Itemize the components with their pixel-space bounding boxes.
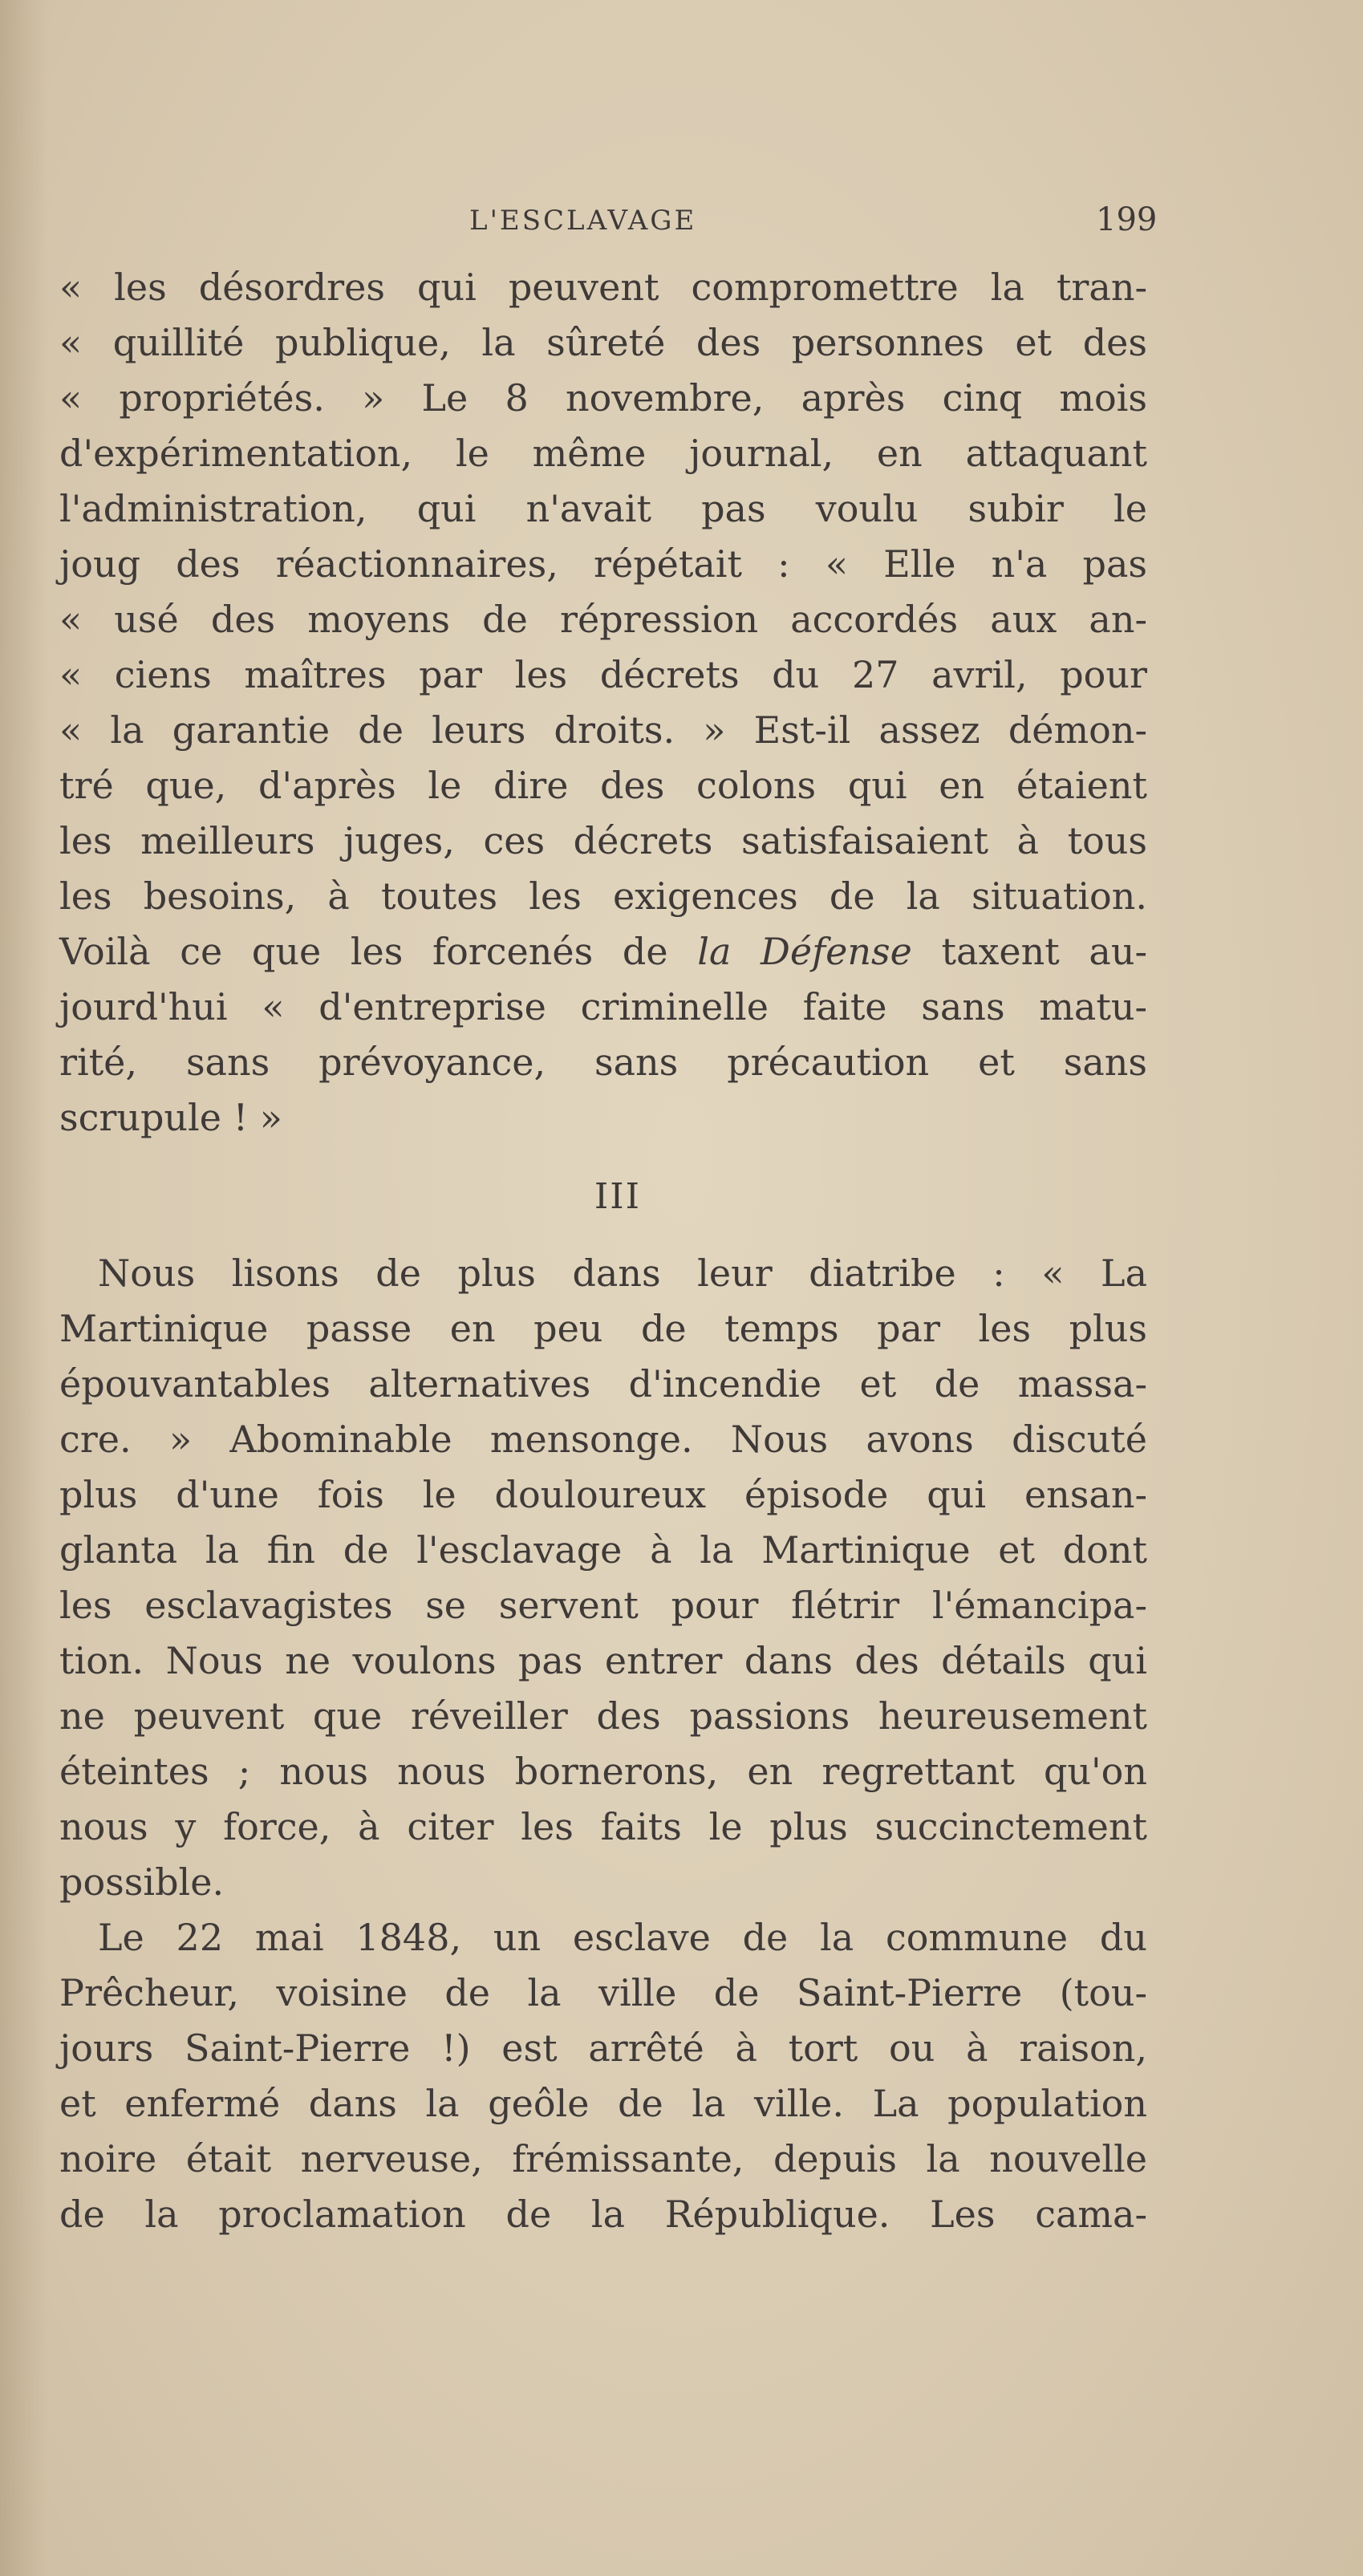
text-line: tré que, d'après le dire des colons qui en étaient [59,764,1147,807]
text-line: et enfermé dans la geôle de la ville. La population [59,2082,1147,2125]
text-line: « la garantie de leurs droits. » Est-il assez démon- [59,708,1147,752]
text-line: d'expérimentation, le même journal, en attaquant [59,432,1147,475]
text-line: jourd'hui « d'entreprise criminelle faite sans matu- [59,985,1147,1028]
text-line: Le 22 mai 1848, un esclave de la commune du [98,1916,1147,1959]
paragraph-block-section-three [59,1246,1147,2242]
text-line: glanta la fin de l'esclavage à la Martinique et dont [59,1528,1147,1572]
text-line: les esclavagistes se servent pour flétrir l'émancipa- [59,1584,1147,1627]
text-line: tion. Nous ne voulons pas entrer dans des détails qui [59,1639,1147,1682]
text-line: Nous lisons de plus dans leur diatribe : « La [98,1251,1147,1295]
text-line: « usé des moyens de répression accordés aux an- [59,598,1147,641]
page-number: 199 [1096,201,1158,238]
text-line: jours Saint-Pierre !) est arrêté à tort ou à raison, [59,2026,1147,2070]
text-line: éteintes ; nous nous bornerons, en regrettant qu'on [59,1750,1147,1793]
text-line: possible. [59,1860,225,1904]
section-heading: III [594,1176,642,1217]
newspaper-title: la Défense [697,930,912,973]
text-line: de la proclamation de la République. Les cama- [59,2193,1147,2236]
paragraph-block-continued [59,260,1147,1146]
text-line: Voilà ce que les forcenés de la Défense taxent au- [59,930,1147,973]
text-line: « quillité publique, la sûreté des personnes et des [59,321,1147,364]
text-line: les meilleurs juges, ces décrets satisfaisaient à tous [59,819,1147,862]
text-line: Martinique passe en peu de temps par les plus [59,1307,1147,1350]
text-line: joug des réactionnaires, répétait : « Elle n'a pas [59,542,1147,586]
text-line: « propriétés. » Le 8 novembre, après cinq mois [59,376,1147,420]
running-head [0,201,1363,253]
text-line: Prêcheur, voisine de la ville de Saint-Pierre (tou- [59,1971,1147,2014]
text-line: les besoins, à toutes les exigences de la situation. [59,874,1147,918]
text-line: « ciens maîtres par les décrets du 27 avril, pour [59,653,1147,696]
text-line: cre. » Abominable mensonge. Nous avons discuté [59,1418,1147,1461]
text-line: noire était nerveuse, frémissante, depuis la nouvelle [59,2137,1147,2180]
text-line: l'administration, qui n'avait pas voulu subir le [59,487,1147,530]
running-head-title: L'ESCLAVAGE [469,205,697,237]
text-line: scrupule ! » [59,1096,282,1139]
text-line: plus d'une fois le douloureux épisode qui ensan- [59,1473,1147,1516]
page-edge-shadow [0,0,48,2576]
text-line: « les désordres qui peuvent compromettre la tran- [59,266,1147,309]
text-line: nous y force, à citer les faits le plus succinctement [59,1805,1147,1848]
text-line: ne peuvent que réveiller des passions heureusement [59,1694,1147,1738]
text-line: rité, sans prévoyance, sans précaution et sans [59,1041,1147,1084]
text-line: épouvantables alternatives d'incendie et de massa- [59,1362,1147,1406]
